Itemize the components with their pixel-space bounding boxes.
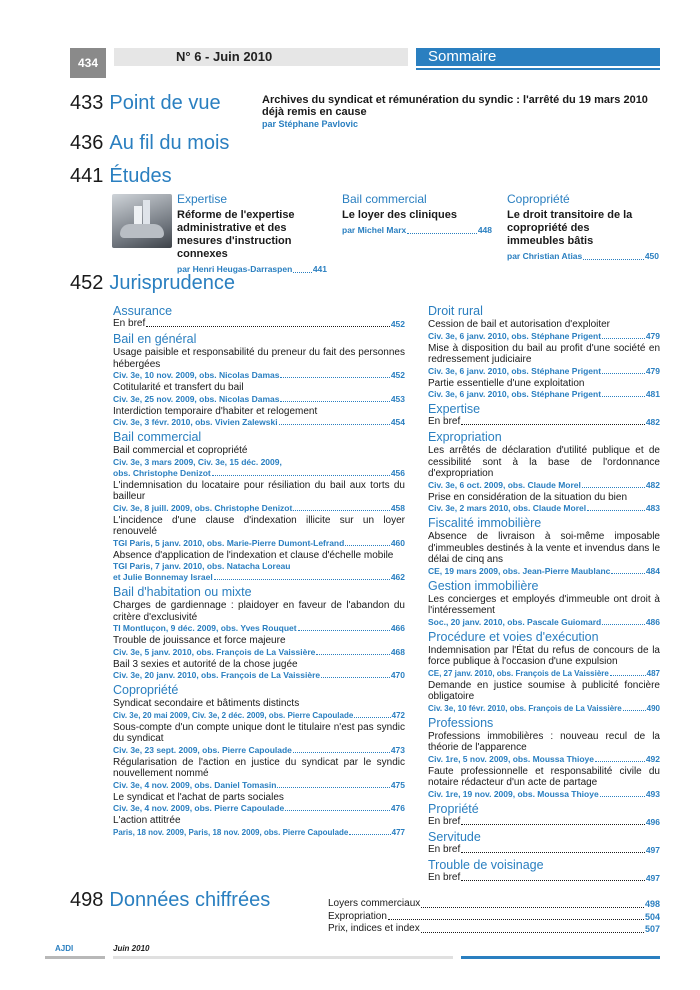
etude-category: Copropriété: [507, 192, 570, 206]
toc-entry[interactable]: Usage paisible et responsabilité du preneur du fait des personnes hébergées Civ. 3e, 10 nov. 2009, obs. Nicolas Damas 452: [113, 347, 405, 380]
toc-entry[interactable]: Partie essentielle d'une exploitation Civ. 3e, 6 janv. 2010, obs. Stéphane Prigent 481: [428, 377, 660, 399]
category-heading: Gestion immobilière: [428, 578, 539, 593]
publication-name: AJDI: [55, 944, 74, 953]
toc-entry[interactable]: Bail commercial et copropriété Civ. 3e, 3 mars 2009, Civ. 3e, 15 déc. 2009, obs. Christophe Denizot 456: [113, 445, 405, 478]
etudes-illustration: [112, 194, 172, 248]
toc-entry[interactable]: Syndicat secondaire et bâtiments distincts Civ. 3e, 20 mai 2009, Civ. 3e, 2 déc. 2009, obs. Pierre Capoulade 472: [113, 698, 405, 720]
etude-bail-commercial[interactable]: [342, 193, 492, 237]
heading-page: 498: [70, 889, 104, 911]
toc-entry[interactable]: Demande en justice soumise à publicité foncière obligatoire Civ. 3e, 10 févr. 2010, obs. François de La Vaissière 490: [428, 679, 660, 713]
toc-entry[interactable]: Cession de bail et autorisation d'exploiter Civ. 3e, 6 janv. 2010, obs. Stéphane Prigent 479: [428, 319, 660, 341]
heading-title: Au fil du mois: [109, 132, 230, 154]
toc-entry[interactable]: Absence de livraison à soi-même imposable d'immeubles destinés à la vente et invendus dans le délai de cinq ans CE, 19 mars 2009, obs. Jean-Pierre Maublanc 484: [428, 531, 660, 576]
toc-entry[interactable]: Charges de gardiennage : plaidoyer en faveur de l'abandon du critère d'exclusivité TI Montluçon, 9 déc. 2009, obs. Yves Rouquet 466: [113, 600, 405, 633]
donnees-chiffrees-list: [328, 898, 660, 936]
etude-copropriete[interactable]: [507, 193, 659, 263]
category-heading: Bail en général: [113, 332, 197, 346]
toc-entry[interactable]: Bail 3 sexies et autorité de la chose jugée Civ. 3e, 20 janv. 2010, obs. François de La Vaissière 470: [113, 658, 405, 680]
heading-donnees-chiffrees[interactable]: [70, 889, 270, 912]
category-heading: Fiscalité immobilière: [428, 516, 542, 530]
category-heading: Droit rural: [428, 304, 483, 318]
toc-entry[interactable]: En bref 496: [428, 815, 660, 827]
etude-author: par Christian Atias 450: [507, 251, 659, 261]
toc-entry[interactable]: Prise en considération de la situation du bien Civ. 3e, 2 mars 2010, obs. Claude Morel 483: [428, 491, 660, 513]
page-footer: [45, 944, 660, 968]
toc-entry[interactable]: L'indemnisation du locataire pour résiliation du bail aux torts du bailleur Civ. 3e, 8 juill. 2009, obs. Christophe Denizot 458: [113, 479, 405, 513]
toc-entry[interactable]: Absence d'application de l'indexation et clause d'échelle mobile TGI Paris, 7 janv. 2010, obs. Natacha Loreau et Julie Bonnemay Israel 462: [113, 549, 405, 582]
etude-category: Expertise: [177, 192, 228, 206]
category-heading: Bail d'habitation ou mixte: [113, 585, 252, 599]
toc-entry[interactable]: Régularisation de l'action en justice du syndicat par le syndic nouvellement nommé Civ. 3e, 4 nov. 2009, obs. Daniel Tomasin 475: [113, 756, 405, 790]
toc-entry[interactable]: En bref 482: [428, 416, 660, 427]
toc-entry[interactable]: Prix, indices et index 507: [328, 923, 660, 934]
toc-entry[interactable]: L'action attitrée Paris, 18 nov. 2009, Paris, 18 nov. 2009, obs. Pierre Capoulade 477: [113, 815, 405, 837]
article-title: Archives du syndicat et rémunération du syndic : l'arrêté du 19 mars 2010 déjà remis en cause: [262, 94, 648, 118]
section-label: Sommaire: [416, 48, 660, 66]
heading-page: 433: [70, 92, 104, 114]
etude-title: Réforme de l'expertise administrative et des mesures d'instruction connexes: [177, 209, 295, 260]
toc-entry[interactable]: L'incidence d'une clause d'indexation illicite sur un loyer renouvelé TGI Paris, 5 janv. 2010, obs. Marie-Pierre Dumont-Lefrand 460: [113, 514, 405, 548]
toc-entry[interactable]: Faute professionnelle et responsabilité civile du notaire rédacteur d'un acte de partage Civ. 1re, 19 nov. 2009, obs. Moussa Thioye 493: [428, 765, 660, 799]
toc-entry[interactable]: Trouble de jouissance et force majeure Civ. 3e, 5 janv. 2010, obs. François de La Vaissière 468: [113, 635, 405, 657]
category-heading: Procédure et voies d'exécution: [428, 629, 599, 644]
heading-au-fil-du-mois[interactable]: [70, 132, 229, 155]
category-heading: Servitude: [428, 829, 481, 844]
heading-point-de-vue[interactable]: [70, 92, 221, 115]
section-underline: [416, 68, 660, 70]
point-de-vue-article[interactable]: [262, 94, 662, 130]
category-heading: Assurance: [113, 304, 173, 318]
toc-entry[interactable]: Cotitularité et transfert du bail Civ. 3e, 25 nov. 2009, obs. Nicolas Damas 453: [113, 382, 405, 404]
toc-entry[interactable]: Les concierges et employés d'immeuble ont droit à l'intéressement Soc., 20 janv. 2010, obs. Pascale Guiomard 486: [428, 593, 660, 627]
toc-entry[interactable]: En bref 497: [428, 843, 660, 855]
toc-entry[interactable]: Interdiction temporaire d'habiter et relogement Civ. 3e, 3 févr. 2010, obs. Vivien Zalewski 454: [113, 405, 405, 427]
category-heading: Copropriété: [113, 683, 179, 697]
jurisprudence-left-column: [113, 302, 405, 838]
toc-entry[interactable]: Expropriation 504: [328, 910, 660, 922]
category-heading: Expertise: [428, 402, 481, 416]
heading-title: Études: [109, 165, 172, 187]
heading-jurisprudence[interactable]: [70, 272, 235, 295]
etude-expertise[interactable]: [177, 193, 327, 276]
category-heading: Bail commercial: [113, 430, 202, 444]
toc-entry[interactable]: Sous-compte d'un compte unique dont le titulaire n'est pas syndic du syndicat Civ. 3e, 23 sept. 2009, obs. Pierre Capoulade 473: [113, 721, 405, 755]
etude-author: par Michel Marx 448: [342, 225, 492, 235]
issue-label: N° 6 - Juin 2010: [114, 48, 408, 66]
heading-page: 441: [70, 165, 104, 187]
heading-page: 436: [70, 132, 104, 154]
toc-entry[interactable]: Les arrêtés de déclaration d'utilité publique et de cessibilité sont à la base de l'ordonnance d'expropriation Civ. 3e, 6 oct. 2009, obs. Claude Morel 482: [428, 445, 660, 490]
etude-title: Le droit transitoire de la copropriété des immeubles bâtis: [507, 209, 633, 247]
heading-title: Données chiffrées: [109, 889, 271, 911]
toc-entry[interactable]: En bref 452: [113, 318, 405, 329]
category-heading: Professions: [428, 715, 494, 730]
category-heading: Expropriation: [428, 430, 502, 444]
etude-author: par Henri Heugas-Darraspen 441: [177, 264, 327, 274]
footer-date: Juin 2010: [113, 944, 150, 953]
category-heading: Propriété: [428, 801, 479, 816]
heading-etudes[interactable]: [70, 165, 172, 188]
toc-entry[interactable]: Le syndicat et l'achat de parts sociales Civ. 3e, 4 nov. 2009, obs. Pierre Capoulade 476: [113, 791, 405, 813]
toc-entry[interactable]: Mise à disposition du bail au profit d'une société en redressement judiciaire Civ. 3e, 6 janv. 2010, obs. Stéphane Prigent 479: [428, 342, 660, 376]
category-heading: Trouble de voisinage: [428, 857, 544, 872]
heading-page: 452: [70, 272, 104, 294]
heading-title: Jurisprudence: [109, 272, 235, 294]
page-number: 434: [70, 48, 106, 78]
article-author: par Stéphane Pavlovic: [262, 119, 359, 129]
toc-entry[interactable]: Indemnisation par l'État du refus de concours de la force publique à l'occasion d'une expulsion CE, 27 janv. 2010, obs. François de La Vaissière 487: [428, 644, 660, 678]
etude-category: Bail commercial: [342, 192, 427, 206]
toc-entry[interactable]: En bref 497: [428, 871, 660, 883]
toc-entry[interactable]: Loyers commerciaux 498: [328, 898, 660, 909]
etude-title: Le loyer des cliniques: [342, 209, 457, 221]
page-header: [70, 48, 660, 78]
jurisprudence-right-column: [428, 302, 660, 884]
toc-entry[interactable]: Professions immobilières : nouveau recul de la théorie de l'apparence Civ. 1re, 5 nov. 2009, obs. Moussa Thioye 492: [428, 730, 660, 764]
heading-title: Point de vue: [109, 92, 221, 114]
